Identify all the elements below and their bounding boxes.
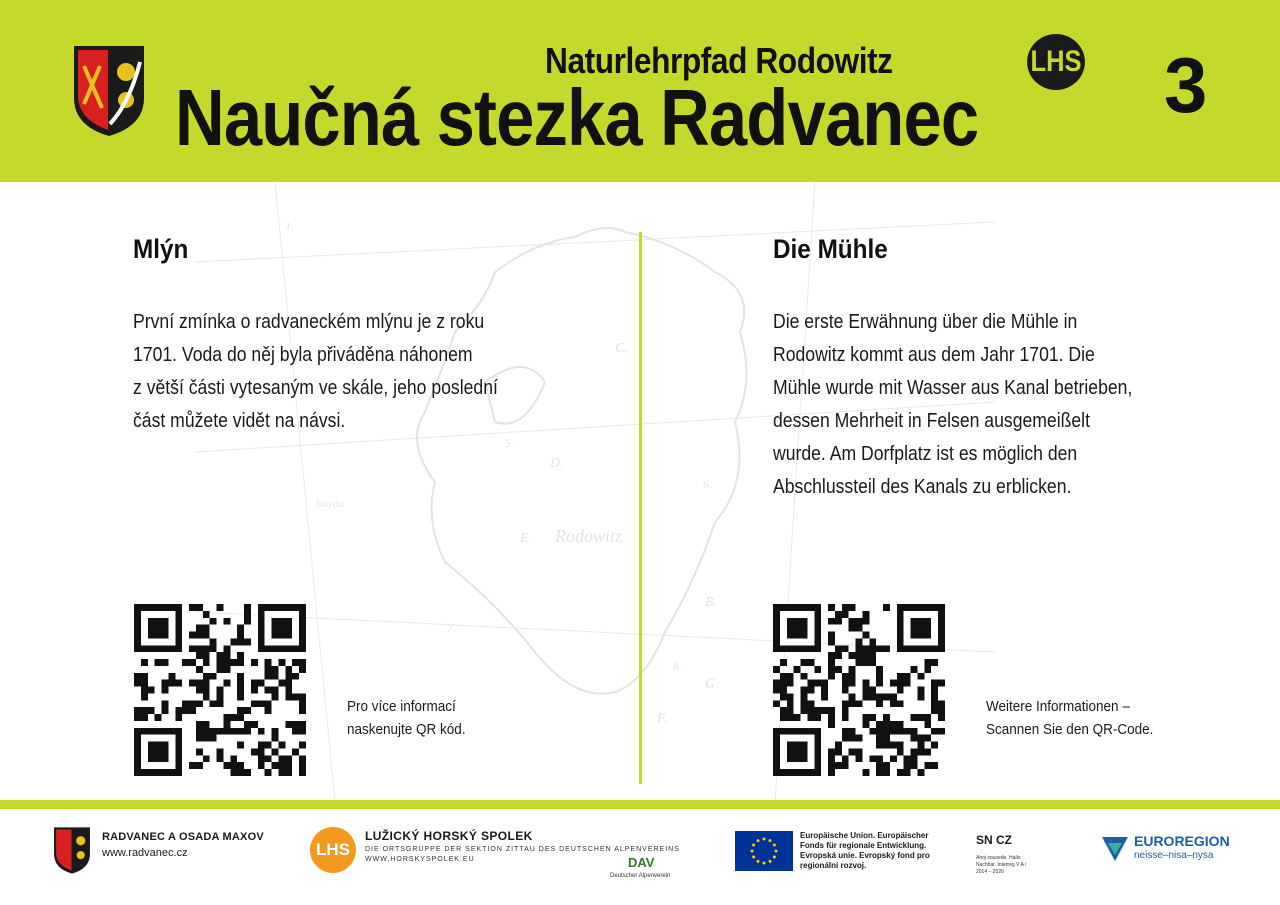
- map-letter-c: C.: [615, 341, 628, 356]
- map-number-8: 8.: [673, 659, 682, 673]
- header-band: [0, 0, 1280, 182]
- footer-village-link[interactable]: www.radvanec.cz: [102, 847, 188, 859]
- left-heading: Mlýn: [133, 234, 189, 264]
- map-number-7: 7.: [447, 621, 456, 635]
- euroregion-mark-icon: [1100, 833, 1130, 863]
- column-divider: [639, 232, 642, 784]
- footer-accent-line: [0, 800, 1280, 809]
- qr-caption-line: Pro více informací: [347, 698, 456, 715]
- village-crest-small-icon: [52, 825, 92, 875]
- sn-cz-subtitle: Ahoj sousede. Hallo Nachbar. Interreg V A / 2014 – 2020: [976, 855, 1027, 875]
- lhs-logo-icon: LHS: [310, 827, 356, 873]
- euroregion-subtitle: neisse–nisa–nysa: [1134, 850, 1214, 861]
- qr-caption-line: Scannen Sie den QR-Code.: [986, 721, 1154, 738]
- right-qr-caption: [986, 695, 1153, 741]
- qr-code-czech-icon[interactable]: [134, 604, 306, 776]
- left-body-text: [133, 306, 520, 438]
- right-line: dessen Mehrheit in Felsen ausgemeißelt: [773, 410, 1090, 432]
- right-heading: Die Mühle: [773, 234, 888, 264]
- left-line: 1701. Voda do něj byla přiváděna náhonem: [133, 344, 473, 366]
- map-number-6: 6.: [703, 477, 712, 491]
- eu-text-line: Evropská unie. Evropský fond pro: [800, 851, 930, 860]
- map-letter-b: B.: [705, 595, 718, 610]
- map-field-label: Nayda: [315, 498, 344, 510]
- footer-village-name: RADVANEC A OSADA MAXOV: [102, 831, 264, 843]
- euroregion-logo: EUROREGION: [1134, 833, 1230, 849]
- footer-lhs-name: LUŽICKÝ HORSKÝ SPOLEK: [365, 829, 533, 843]
- eu-text-line: Europäische Union. Europäischer: [800, 831, 929, 840]
- qr-code-german-icon[interactable]: [773, 604, 945, 776]
- dav-logo: DAV: [628, 855, 655, 870]
- eu-flag-icon: [735, 831, 793, 871]
- eu-text-line: Fonds für regionale Entwicklung.: [800, 841, 927, 850]
- qr-caption-line: naskenujte QR kód.: [347, 721, 466, 738]
- left-qr-caption: [347, 695, 466, 741]
- map-number-1: 1.: [285, 219, 294, 233]
- map-letter-g: G.: [705, 677, 719, 692]
- map-village-label: Rodowitz: [555, 526, 623, 546]
- page-title: Naučná stezka Radvanec: [175, 73, 979, 162]
- right-line: Die erste Erwähnung über die Mühle in: [773, 311, 1078, 333]
- footer-lhs-link[interactable]: WWW.HORSKYSPOLEK.EU: [365, 856, 475, 863]
- left-line: První zmínka o radvaneckém mlýnu je z roku: [133, 311, 485, 333]
- right-line: wurde. Am Dorfplatz ist es möglich den: [773, 443, 1078, 465]
- right-line: Abschlussteil des Kanals zu erblicken.: [773, 476, 1072, 498]
- left-line: z větší části vytesaným ve skále, jeho poslední: [133, 377, 498, 399]
- qr-caption-line: Weitere Informationen –: [986, 698, 1130, 715]
- map-letter-d: D.: [550, 456, 564, 471]
- eu-text-line: regionální rozvoj.: [800, 861, 867, 870]
- right-line: Mühle wurde mit Wasser aus Kanal betrieben,: [773, 377, 1133, 399]
- left-line: část můžete vidět na návsi.: [133, 410, 346, 432]
- lhs-badge-icon: LHS: [1027, 34, 1085, 90]
- village-crest-icon: [70, 42, 148, 138]
- dav-logo-subtitle: Deutscher Alpenverein: [610, 873, 671, 879]
- header-subtitle: Naturlehrpfad Rodowitz: [545, 40, 893, 81]
- station-number: 3: [1164, 41, 1208, 129]
- right-line: Rodowitz kommt aus dem Jahr 1701. Die: [773, 344, 1095, 366]
- map-letter-e: E.: [520, 531, 533, 546]
- eu-funding-text: [800, 831, 930, 871]
- map-number-5: 5.: [505, 436, 514, 450]
- footer: [0, 809, 1280, 905]
- right-body-text: [773, 306, 1151, 504]
- map-letter-f: F.: [657, 711, 668, 726]
- footer-lhs-subtitle: DIE ORTSGRUPPE DER SEKTION ZITTAU DES DEUTSCHEN ALPENVEREINS: [365, 846, 680, 853]
- sn-cz-logo: SN CZ: [976, 833, 1012, 847]
